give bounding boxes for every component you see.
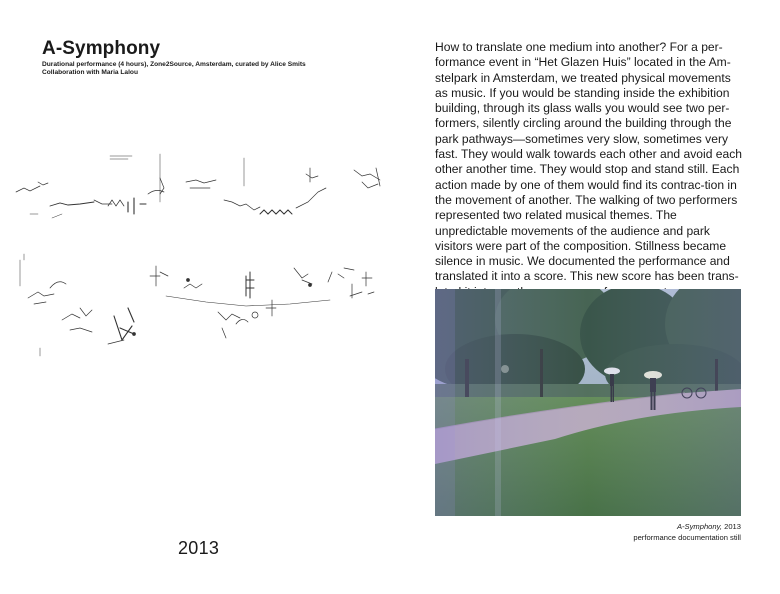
caption-title: A-Symphony, [676,522,722,531]
photo-caption [435,521,741,543]
body-text: How to translate one medium into another? For a per-formance event in “Het Glazen Huis” located in the Am-stelpark in Amsterdam, we treated physical movements as music. If you would be standing inside the exhibition building, through its glass walls you would see two per-formers, silently circling around the building through the park pathways—sometimes very slow, sometimes very fast. They would walk towards each other and avoid each other another time. They would stop and stand still. Each action made by one of them would find its contrac-tion in the movement of another. The walking of two performers represented two related musical themes. The unpredictable movements of the audience and park visitors were part of the composition. Stillness became silence in music. We documented the performance and translated it into a score. This new score has been trans- [435,40,743,284]
score-drawing [10,148,400,368]
caption-description: performance documentation still [633,533,741,542]
page-title: A-Symphony [42,38,161,59]
caption-year: 2013 [721,522,741,531]
subtitle-details: Durational performance (4 hours), Zone2Source, Amsterdam, curated by Alice Smits [42,61,306,68]
performance-photo [435,289,741,516]
subtitle [42,61,306,77]
caption-title-line [435,521,741,532]
subtitle-collaboration: Collaboration with Maria Lalou [42,69,138,76]
year-label: 2013 [178,538,220,558]
